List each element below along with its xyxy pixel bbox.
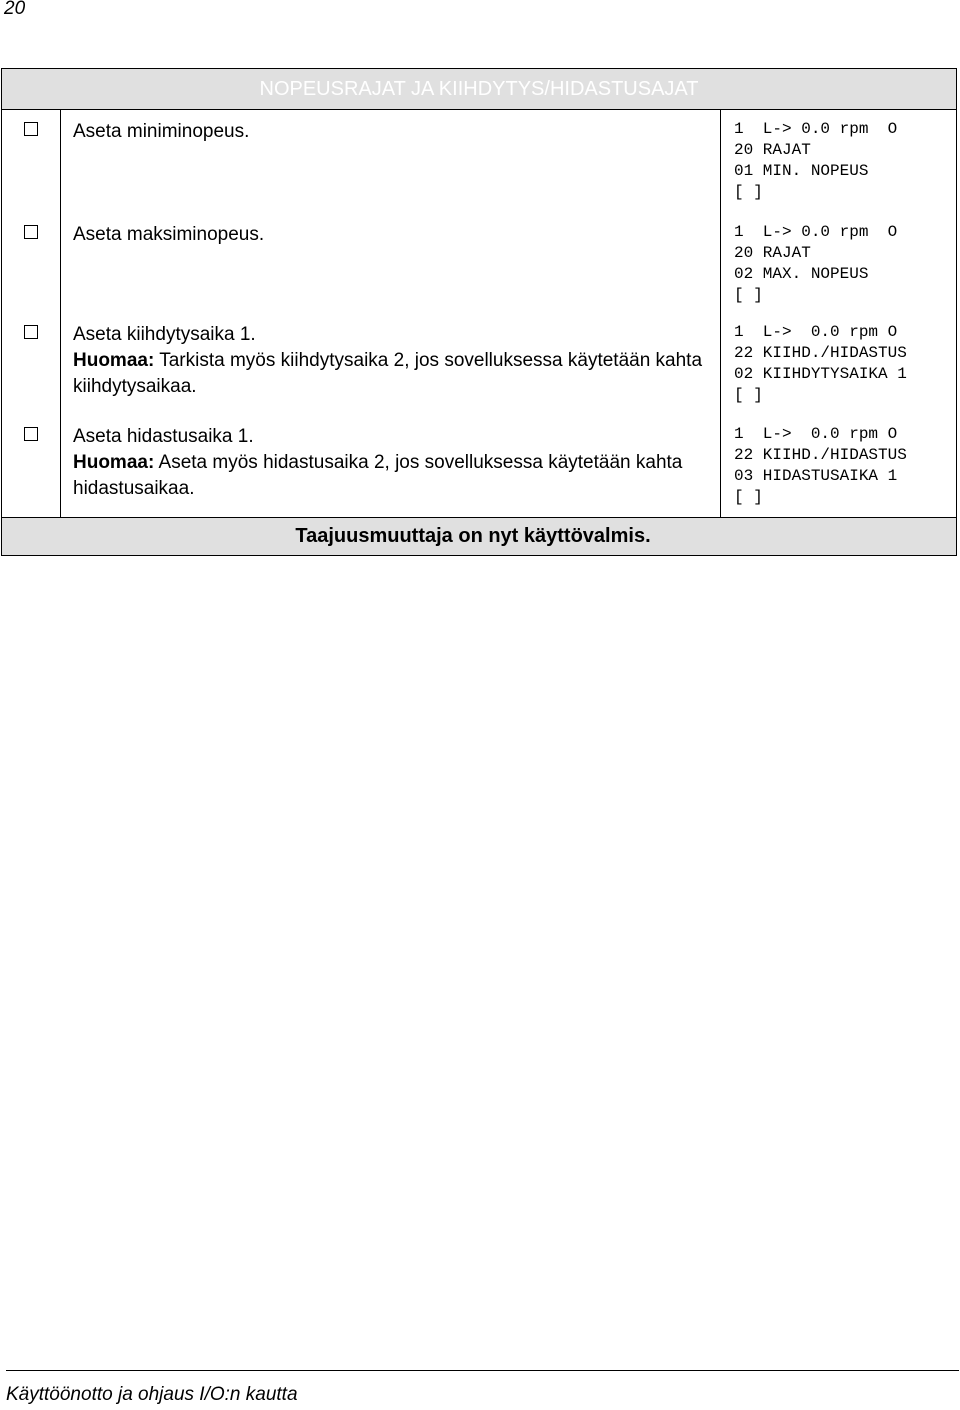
instruction-text: Aseta miniminopeus. xyxy=(73,121,250,142)
checkbox-cell xyxy=(2,213,61,313)
instruction-cell xyxy=(61,213,721,313)
note-body: Aseta myös hidastusaika 2, jos sovelluksessa käytetään kahta hidastusaikaa. xyxy=(73,452,683,499)
step-row-acceleration xyxy=(2,313,956,415)
table-footer: Taajuusmuuttaja on nyt käyttövalmis. xyxy=(2,517,956,555)
footer-divider xyxy=(6,1370,959,1371)
instruction-cell xyxy=(61,313,721,415)
instruction-text: Aseta hidastusaika 1. xyxy=(73,426,254,447)
instruction-cell xyxy=(61,415,721,517)
instruction-text: Aseta kiihdytysaika 1. xyxy=(73,324,256,345)
panel-display: 1 L-> 0.0 rpm O 20 RAJAT 01 MIN. NOPEUS [ ] xyxy=(734,120,898,201)
step-row-min-speed xyxy=(2,110,956,213)
instruction-cell xyxy=(61,110,721,213)
instruction-text: Aseta maksiminopeus. xyxy=(73,224,265,245)
note-text xyxy=(73,348,720,400)
panel-display: 1 L-> 0.0 rpm O 22 KIIHD./HIDASTUS 02 KIIHDYTYSAIKA 1 [ ] xyxy=(734,323,907,404)
step-row-max-speed xyxy=(2,213,956,313)
panel-display: 1 L-> 0.0 rpm O 20 RAJAT 02 MAX. NOPEUS [ ] xyxy=(734,223,898,304)
procedure-table xyxy=(1,68,957,556)
note-text xyxy=(73,450,720,502)
note-label: Huomaa: xyxy=(73,350,155,371)
step-row-deceleration xyxy=(2,415,956,517)
checkbox-cell xyxy=(2,313,61,415)
note-body: Tarkista myös kiihdytysaika 2, jos sovelluksessa käytetään kahta kiihdytysaikaa. xyxy=(73,350,703,397)
table-header: NOPEUSRAJAT JA KIIHDYTYS/HIDASTUSAJAT xyxy=(2,69,956,110)
step-checkbox[interactable] xyxy=(24,325,38,339)
step-checkbox[interactable] xyxy=(24,427,38,441)
checkbox-cell xyxy=(2,110,61,213)
panel-display: 1 L-> 0.0 rpm O 22 KIIHD./HIDASTUS 03 HIDASTUSAIKA 1 [ ] xyxy=(734,425,907,506)
step-checkbox[interactable] xyxy=(24,122,38,136)
step-checkbox[interactable] xyxy=(24,225,38,239)
page-footer: Käyttöönotto ja ohjaus I/O:n kautta xyxy=(6,1384,298,1405)
page-number: 20 xyxy=(4,0,26,19)
checkbox-cell xyxy=(2,415,61,517)
note-label: Huomaa: xyxy=(73,452,155,473)
